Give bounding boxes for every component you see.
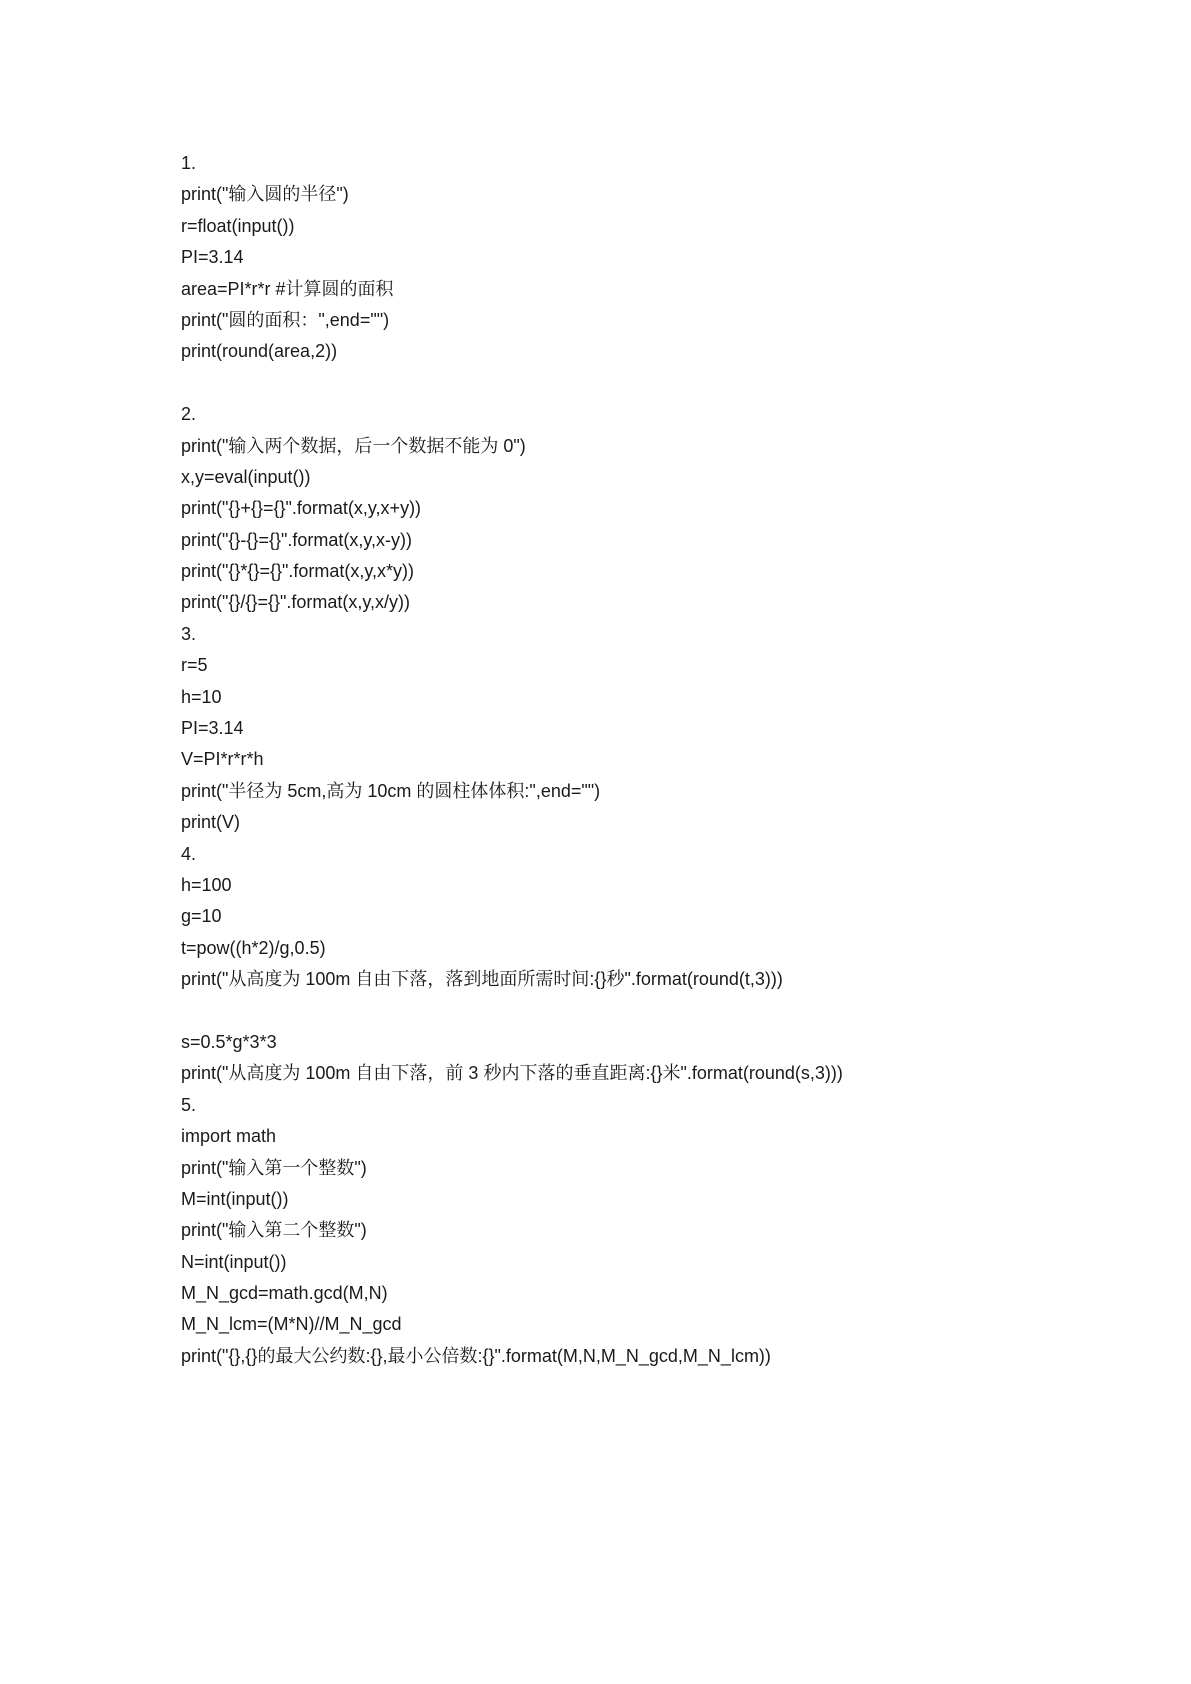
code-line: V=PI*r*r*h (181, 749, 264, 770)
code-line: h=10 (181, 686, 222, 707)
code-line: print("输入圆的半径") (181, 184, 349, 205)
code-line: print("从高度为 100m 自由下落，前 3 秒内下落的垂直距离:{}米".format(round(s,3))) (181, 1063, 843, 1084)
section-number: 5. (181, 1094, 197, 1115)
code-line: M_N_lcm=(M*N)//M_N_gcd (181, 1314, 402, 1335)
code-line: r=5 (181, 655, 208, 676)
code-line: print("{}*{}={}".format(x,y,x*y)) (181, 561, 415, 582)
code-line: x,y=eval(input()) (181, 466, 311, 487)
blank-line (181, 996, 1081, 1027)
code-line: print("输入第一个整数") (181, 1157, 367, 1178)
blank-line (181, 368, 1081, 399)
code-line: g=10 (181, 906, 222, 927)
code-line: t=pow((h*2)/g,0.5) (181, 937, 326, 958)
section-number: 3. (181, 623, 197, 644)
code-line: print("从高度为 100m 自由下落，落到地面所需时间:{}秒".format(round(t,3))) (181, 969, 783, 990)
code-line: s=0.5*g*3*3 (181, 1031, 277, 1052)
code-line: M=int(input()) (181, 1188, 289, 1209)
code-line: PI=3.14 (181, 718, 244, 739)
code-line: area=PI*r*r #计算圆的面积 (181, 278, 394, 299)
code-line: h=100 (181, 874, 232, 895)
section-number: 2. (181, 404, 197, 425)
code-listing (181, 148, 1081, 1372)
code-line: print("圆的面积：",end="") (181, 309, 390, 330)
section-number: 1. (181, 153, 197, 173)
code-line: print("输入第二个整数") (181, 1220, 367, 1241)
code-line: print(V) (181, 812, 241, 833)
code-line: print("{},{}的最大公约数:{},最小公倍数:{}".format(M,N,M_N_gcd,M_N_lcm)) (181, 1345, 771, 1366)
code-line: print("输入两个数据，后一个数据不能为 0") (181, 435, 526, 456)
code-line: import math (181, 1126, 277, 1147)
code-line: print(round(area,2)) (181, 341, 338, 362)
section-number: 4. (181, 843, 197, 864)
code-line: M_N_gcd=math.gcd(M,N) (181, 1283, 388, 1304)
code-line: print("半径为 5cm,高为 10cm 的圆柱体体积:",end="") (181, 780, 601, 801)
code-line: print("{}+{}={}".format(x,y,x+y)) (181, 498, 422, 519)
code-line: print("{}/{}={}".format(x,y,x/y)) (181, 592, 411, 613)
code-line: r=float(input()) (181, 215, 295, 236)
code-line: N=int(input()) (181, 1251, 287, 1272)
code-line: print("{}-{}={}".format(x,y,x-y)) (181, 529, 413, 550)
code-line: PI=3.14 (181, 247, 244, 268)
